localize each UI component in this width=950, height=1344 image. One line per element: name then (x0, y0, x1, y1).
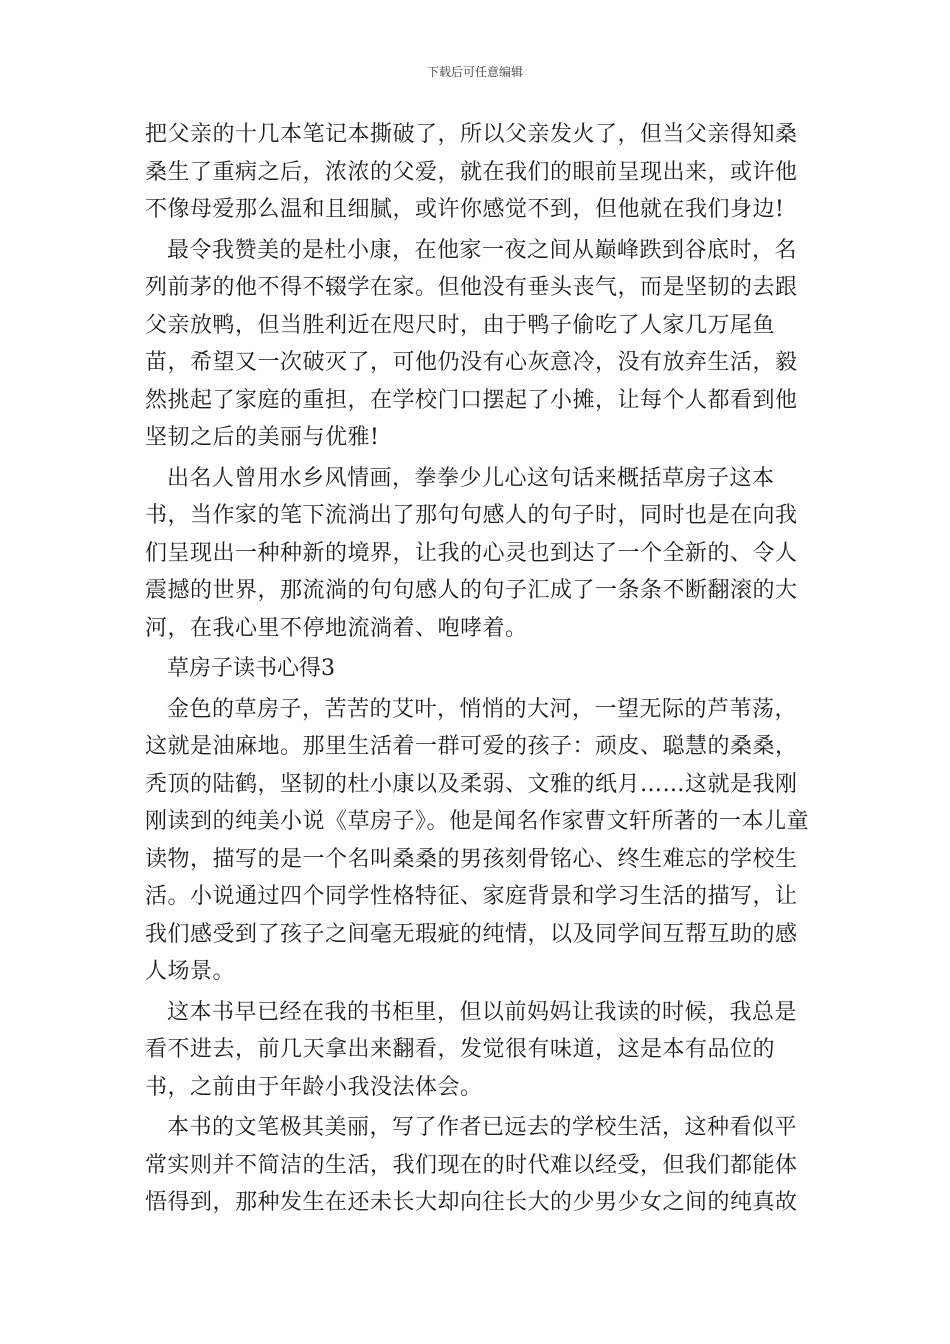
paragraph-4: 金色的草房子，苦苦的艾叶，悄悄的大河，一望无际的芦苇荡，这就是油麻地。那里生活着一群可爱的孩子：顽皮、聪慧的桑桑，秃顶的陆鹤，坚韧的杜小康以及柔弱、文雅的纸月……这就是我刚刚读到的纯美小说《草房子》。他是闻名作家曹文轩所著的一本儿童读物，描写的是一个名叫桑桑的男孩刻骨铭心、终生难忘的学校生活。小说通过四个同学性格特征、家庭背景和学习生活的描写，让我们感受到了孩子之间毫无瑕疵的纯情，以及同学间互帮互助的感人场景。 (145, 696, 810, 984)
paragraph-6: 本书的文笔极其美丽，写了作者已远去的学校生活，这种看似平常实则并不简洁的生活，我们现在的时代难以经受，但我们都能体悟得到，那种发生在还未长大却向往长大的少男少女之间的纯真故 (145, 1115, 798, 1215)
section-heading: 草房子读书心得3 (167, 656, 335, 681)
paragraph-5: 这本书早已经在我的书柜里，但以前妈妈让我读的时候，我总是看不进去，前几天拿出来翻看，发觉很有味道，这是本有品位的书，之前由于年龄小我没法体会。 (145, 999, 798, 1100)
paragraph-1: 把父亲的十几本笔记本撕破了，所以父亲发火了，但当父亲得知桑桑生了重病之后，浓浓的父爱，就在我们的眼前呈现出来，或许他不像母爱那么温和且细腻，或许你感觉不到，但他就在我们身边! (145, 122, 798, 222)
paragraph-2: 最令我赞美的是杜小康，在他家一夜之间从巅峰跌到谷底时，名列前茅的他不得不辍学在家。但他没有垂头丧气，而是坚韧的去跟父亲放鸭，但当胜利近在咫尺时，由于鸭子偷吃了人家几万尾鱼苗，希望又一次破灭了，可他仍没有心灰意冷，没有放弃生活，毅然挑起了家庭的重担，在学校门口摆起了小摊，让每个人都看到他坚韧之后的美丽与优雅! (145, 237, 798, 450)
page-header: 下载后可任意编辑 (426, 65, 523, 79)
paragraph-3: 出名人曾用水乡风情画，拳拳少儿心这句话来概括草房子这本书，当作家的笔下流淌出了那句句感人的句子时，同时也是在向我们呈现出一种种新的境界，让我的心灵也到达了一个全新的、令人震撼的世界，那流淌的句句感人的句子汇成了一条条不断翻滚的大河，在我心里不停地流淌着、咆哮着。 (145, 465, 798, 641)
document-body (145, 116, 810, 1225)
